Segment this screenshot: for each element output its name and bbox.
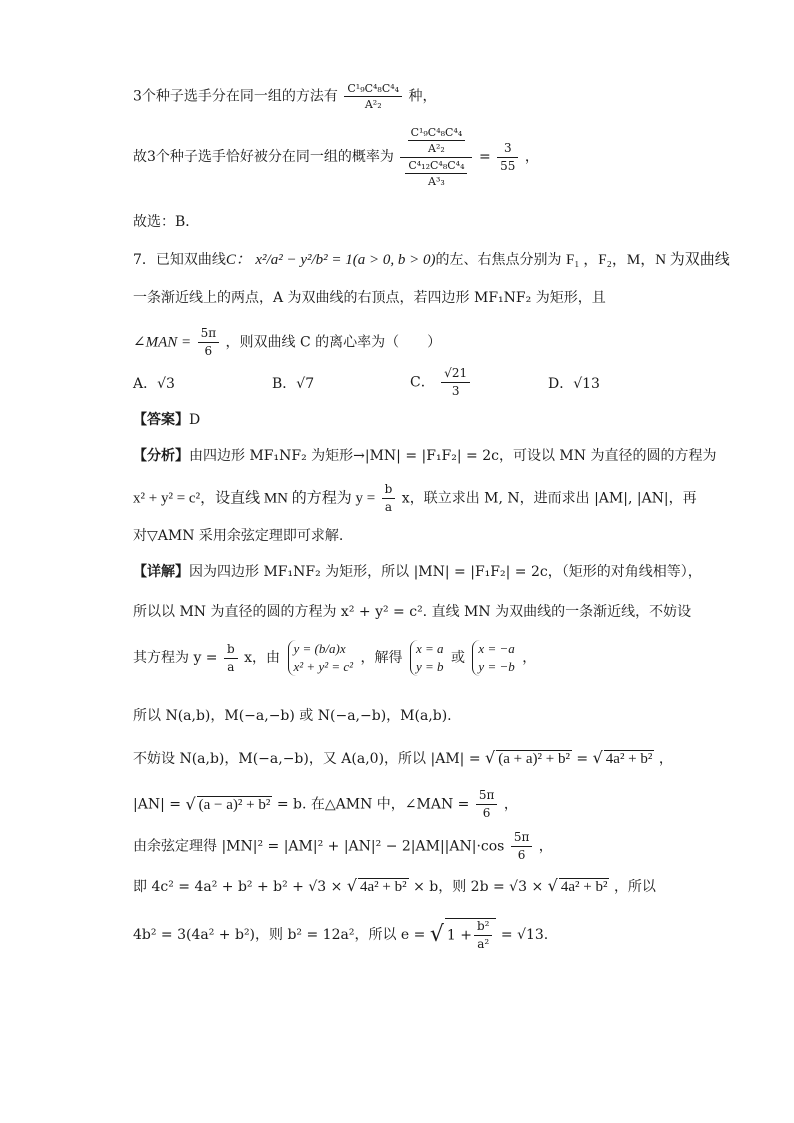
detail-line7: [133, 830, 553, 863]
text: 4b² = 3(4a² + b²)，则 b² = 12a²，所以 e =: [133, 927, 426, 943]
sqrt-symbol: √: [185, 794, 196, 814]
text: x，联立求出 M, N，进而求出 |AM|, |AN|，再: [401, 490, 697, 507]
text: ，: [522, 650, 537, 666]
denominator: 3: [451, 384, 460, 398]
answer-value: D: [189, 412, 201, 428]
text: x，由: [244, 650, 281, 666]
text: 由余弦定理得 |MN|² = |AM|² + |AN|² − 2|AM||AN|·cos: [133, 838, 505, 855]
radicand: 4a² + b²: [560, 879, 608, 895]
text: 由四边形 MF₁NF₂ 为矩形→|MN| = |F₁F₂| = 2c，可设以 MN 为直径的圆的方程为: [189, 448, 717, 464]
numerator: b: [382, 482, 396, 499]
text: 种，: [408, 88, 437, 105]
text: 故3个种子选手恰好被分在同一组的概率为: [133, 149, 394, 165]
text: ，: [538, 838, 553, 855]
hyperbola-equation: x²/a² − y²/b² = 1(a > 0, b > 0): [255, 252, 436, 268]
detail-line1: [133, 562, 702, 582]
sqrt-symbol: √: [547, 876, 558, 895]
question-7-line1: [133, 250, 730, 270]
equation: y = b: [415, 659, 444, 674]
denominator: a: [384, 500, 393, 514]
detail-line6: [133, 788, 518, 821]
question-7-line2: 一条渐近线上的两点，A 为双曲线的右顶点，若四边形 MF₁NF₂ 为矩形，且: [133, 290, 606, 306]
numerator: C¹₉C⁴₈C⁴₄: [344, 82, 402, 97]
text: 其方程为 y =: [133, 650, 218, 666]
solution-system: [472, 640, 514, 676]
numerator: 5π: [198, 326, 220, 343]
text: x² + y² = c²，设直线 MN 的方程为 y =: [133, 490, 376, 507]
text: 的左、右焦点分别为: [435, 252, 562, 268]
denominator: a²: [477, 937, 490, 951]
compound-denominator: [400, 158, 472, 188]
analysis-line3: 对▽AMN 采用余弦定理即可求解.: [133, 528, 344, 544]
text: C．: [410, 374, 435, 391]
radicand: 4a² + b²: [605, 751, 653, 767]
fraction: [474, 919, 493, 952]
detail-line2: 所以以 MN 为直径的圆的方程为 x² + y² = c². 直线 MN 为双曲线的一条渐近线，不妨设: [133, 604, 692, 620]
numerator: √21: [441, 366, 470, 383]
text: =: [576, 751, 589, 767]
solution-system: [410, 640, 444, 676]
analysis-line2: [133, 482, 697, 515]
text: 即 4c² = 4a² + b² + b² + √3 ×: [133, 879, 343, 895]
sqrt-symbol: √: [485, 748, 496, 767]
denominator: a: [227, 659, 235, 674]
result-fraction: [497, 141, 518, 174]
fraction: [476, 788, 498, 821]
text: ，则双曲线 C 的离心率为（ ）: [225, 334, 442, 351]
analysis-label: 【分析】: [133, 448, 189, 464]
fraction: [382, 482, 396, 515]
text: ，: [503, 796, 518, 813]
fraction: [405, 159, 467, 188]
sqrt-symbol: √: [429, 922, 444, 947]
text: ∠MAN =: [133, 334, 192, 351]
equation: x = −a: [478, 641, 515, 656]
sqrt-symbol: √: [346, 876, 358, 895]
fraction: [344, 82, 402, 111]
option-b: B．√7: [272, 376, 315, 392]
text: 因为四边形 MF₁NF₂ 为矩形，所以 |MN| = |F₁F₂| = 2c，（矩形的对角线相等），: [189, 564, 702, 580]
text: |AN| =: [133, 796, 181, 813]
text: ，解得: [360, 650, 403, 666]
text: = b. 在△AMN 中，∠MAN =: [276, 796, 470, 813]
option-d: D．√13: [548, 376, 600, 392]
text: 3个种子选手分在同一组的方法有: [133, 88, 338, 105]
equals-sign: =: [478, 149, 491, 165]
text: 1 +: [446, 927, 472, 944]
fraction: [198, 326, 220, 359]
fraction: [224, 642, 238, 675]
equation-system: [288, 640, 354, 676]
text: ，: [658, 751, 673, 767]
line-probability: [133, 126, 539, 188]
detail-label: 【详解】: [133, 564, 189, 580]
text: ，所以: [613, 879, 656, 895]
detail-line5: [133, 748, 673, 769]
compound-fraction: [400, 126, 472, 188]
sqrt-body: [445, 918, 497, 952]
detail-line8: [133, 876, 656, 897]
numerator: b: [224, 642, 238, 659]
text: 或: [450, 650, 465, 666]
denominator: A²₂: [364, 98, 382, 111]
detail-line4: 所以 N(a,b)，M(−a,−b) 或 N(−a,−b)，M(a,b).: [133, 708, 452, 724]
denominator: 55: [500, 158, 516, 173]
denominator: A³₃: [428, 175, 445, 188]
line-seed-methods: [133, 82, 437, 111]
denominator: 6: [517, 848, 526, 862]
fraction: [511, 830, 533, 863]
radicand: (a + a)² + b²: [498, 751, 570, 767]
numerator: b²: [474, 919, 493, 936]
text: ，: [524, 149, 539, 165]
equation: x² + y² = c²: [293, 659, 354, 674]
numerator: 5π: [476, 788, 498, 805]
denominator: 6: [482, 806, 491, 820]
equation: y = (b/a)x: [293, 641, 346, 656]
radicand: (a − a)² + b²: [198, 797, 271, 813]
equation: y = −b: [478, 659, 515, 674]
detail-line3: [133, 640, 536, 676]
option-a: A．√3: [133, 376, 175, 392]
numerator: 3: [497, 141, 518, 158]
question-7-line3: [133, 326, 441, 359]
numerator: 5π: [511, 830, 533, 847]
analysis-line1: [133, 446, 716, 466]
numerator: C⁴₁₂C⁴₈C⁴₄: [405, 159, 467, 174]
line-choice: 故选：B．: [133, 214, 200, 230]
text: 不妨设 N(a,b)，M(−a,−b)，又 A(a,0)，所以 |AM| =: [133, 751, 481, 767]
answer-label: 【答案】: [133, 412, 189, 428]
equation: x = a: [415, 641, 444, 656]
compound-numerator: [400, 126, 472, 158]
text: × b，则 2b = √3 ×: [413, 879, 544, 895]
numerator: C¹₉C⁴₈C⁴₄: [408, 126, 466, 141]
answer-line: [133, 410, 200, 430]
text: F₁ ，F₂，M，N 为双曲线: [565, 252, 730, 268]
option-c: [410, 366, 472, 399]
sqrt-symbol: √: [592, 748, 603, 767]
text: = √13.: [500, 927, 549, 943]
detail-line9: [133, 918, 548, 952]
fraction: [441, 366, 470, 399]
text: C：: [225, 252, 251, 268]
fraction: [408, 126, 466, 155]
denominator: 6: [204, 344, 213, 358]
radicand: 4a² + b²: [360, 879, 407, 895]
text: 7．已知双曲线: [133, 252, 226, 268]
denominator: A²₂: [428, 142, 445, 155]
